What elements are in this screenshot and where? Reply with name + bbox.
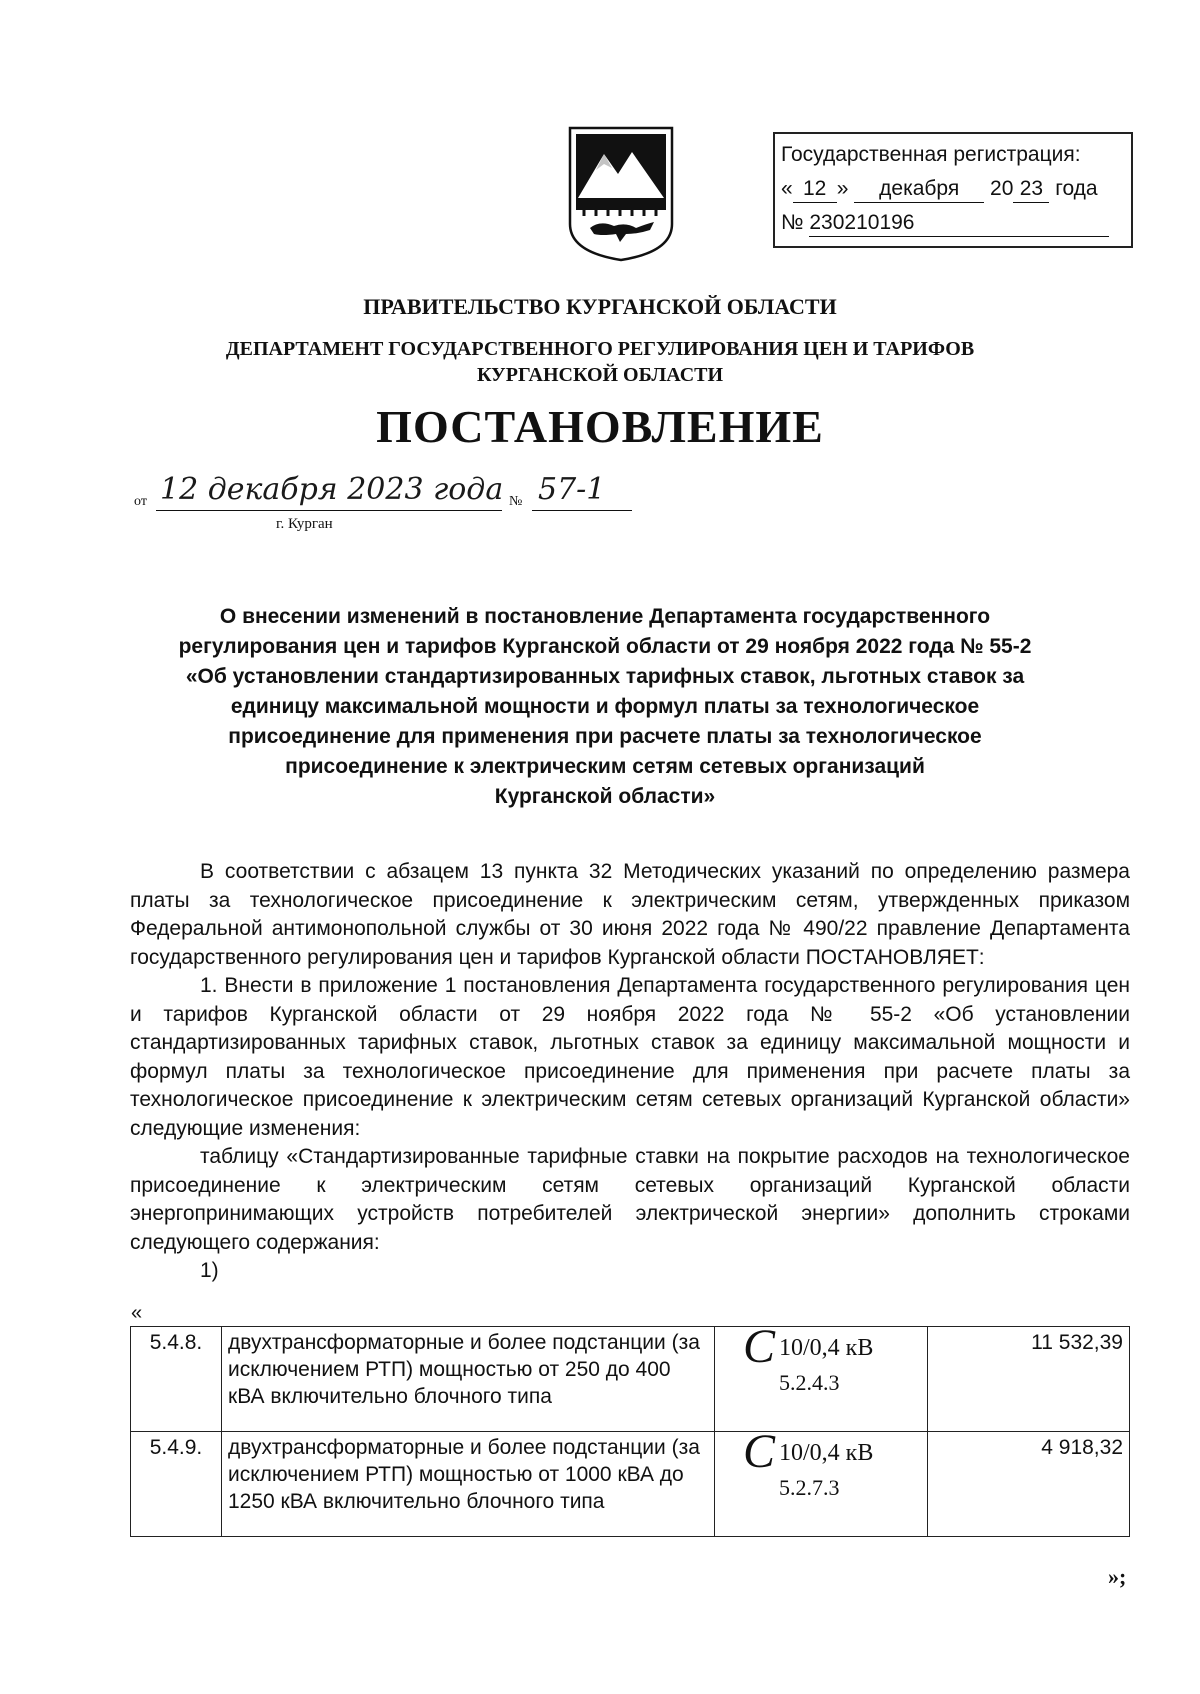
formula-superscript: 10/0,4 кВ	[779, 1440, 874, 1466]
subject-line: присоединение для применения при расчете платы за технологическое	[228, 725, 982, 748]
table-row	[131, 1432, 1130, 1537]
registration-number: 230210196	[809, 210, 1109, 237]
formula-subscript: 5.2.4.3	[779, 1370, 840, 1395]
registration-date-line: « 12 » декабря 20 23 года	[781, 172, 1125, 206]
formula-subscript: 5.2.7.3	[779, 1475, 840, 1500]
decree-date-line	[134, 472, 654, 534]
subject-line: единицу максимальной мощности и формул платы за технологическое	[230, 695, 980, 718]
decree-city: г. Курган	[276, 516, 333, 532]
body-paragraph-item-1: 1. Внести в приложение 1 постановления Департамента государственного регулирования цен и тарифов Курганской области от 29 ноября 2022 года № 55-2 «Об установлении стандартизированных тарифных ставок, льготных ставок за единицу максимальной мощности и формул платы за технологическое присоединение для применения при расчете платы за технологическое присоединение к электрическим сетям сетевых организаций Курганской области» следующие изменения:	[130, 974, 1130, 1140]
subject-line: «Об установлении стандартизированных тарифных ставок, льготных ставок за	[185, 665, 1025, 688]
subject-line: присоединение к электрическим сетям сетевых организаций	[285, 755, 925, 778]
row-number: 5.4.8.	[131, 1327, 222, 1432]
table-row	[131, 1327, 1130, 1432]
registration-month: декабря	[854, 176, 984, 203]
decree-number-handwritten: 57-1	[538, 472, 606, 507]
decree-subject	[130, 602, 1080, 812]
department-line-2: КУРГАНСКОЙ ОБЛАСТИ	[476, 364, 724, 386]
decree-date-handwritten: 12 декабря 2023 года	[160, 472, 504, 507]
decree-body	[130, 858, 1130, 1286]
document-type-title: ПОСТАНОВЛЕНИЕ	[376, 401, 824, 452]
government-name: ПРАВИТЕЛЬСТВО КУРГАНСКОЙ ОБЛАСТИ	[363, 294, 837, 319]
registration-year-suffix: 23	[1013, 176, 1049, 203]
quote-close-mark: »;	[1108, 1564, 1127, 1589]
quote-open-mark: «	[131, 1302, 143, 1324]
registration-year-prefix: 20	[990, 177, 1014, 200]
formula-superscript: 10/0,4 кВ	[779, 1335, 874, 1361]
registration-stamp	[773, 132, 1133, 248]
body-paragraph-preamble: В соответствии с абзацем 13 пункта 32 Методических указаний по определению размера платы за технологическое присоединение к электрическим сетям, утвержденных приказом Федеральной антимонопольной службы от 30 июня 2022 года № 490/22 правление Департамента государственного регулирования цен и тарифов Курганской области ПОСТАНОВЛЯЕТ:	[130, 860, 1130, 969]
row-formula	[715, 1320, 928, 1432]
subject-line: регулирования цен и тарифов Курганской области от 29 ноября 2022 года № 55-2	[178, 635, 1032, 658]
registration-day: 12	[793, 176, 837, 203]
body-paragraph-table-intro: таблицу «Стандартизированные тарифные ставки на покрытие расходов на технологическое присоединение к электрическим сетям сетевых организаций Курганской области энергопринимающих устройств потребителей электрической энергии» дополнить строками следующего содержания:	[130, 1145, 1130, 1254]
row-description: двухтрансформаторные и более подстанции (за исключением РТП) мощностью от 1000 кВА до 1250 кВА включительно блочного типа	[222, 1432, 715, 1537]
registration-number-sign: №	[781, 211, 804, 234]
coat-of-arms-emblem	[566, 124, 676, 262]
row-description: двухтрансформаторные и более подстанции (за исключением РТП) мощностью от 250 до 400 кВА включительно блочного типа	[222, 1327, 715, 1432]
subject-line: О внесении изменений в постановление Департамента государственного	[219, 605, 991, 628]
department-line-1: ДЕПАРТАМЕНТ ГОСУДАРСТВЕННОГО РЕГУЛИРОВАНИЯ ЦЕН И ТАРИФОВ	[225, 338, 975, 360]
decree-number-underline	[532, 510, 632, 511]
body-paragraph-subitem: 1)	[200, 1259, 219, 1282]
registration-number-line	[781, 206, 1125, 240]
decree-number-label: №	[509, 494, 523, 509]
row-number: 5.4.9.	[131, 1432, 222, 1537]
registration-label: Государственная регистрация:	[781, 143, 1081, 166]
row-formula	[715, 1425, 928, 1537]
formula-symbol: C	[743, 1320, 776, 1373]
decree-date-underline	[156, 510, 502, 511]
formula-symbol: C	[743, 1425, 776, 1478]
department-name	[0, 336, 1200, 388]
row-value: 11 532,39	[928, 1327, 1130, 1432]
registration-year-word: года	[1055, 177, 1098, 200]
tariff-rates-table	[130, 1320, 1130, 1537]
subject-line: Курганской области»	[494, 785, 716, 808]
row-value: 4 918,32	[928, 1432, 1130, 1537]
decree-from-label: от	[134, 494, 147, 509]
